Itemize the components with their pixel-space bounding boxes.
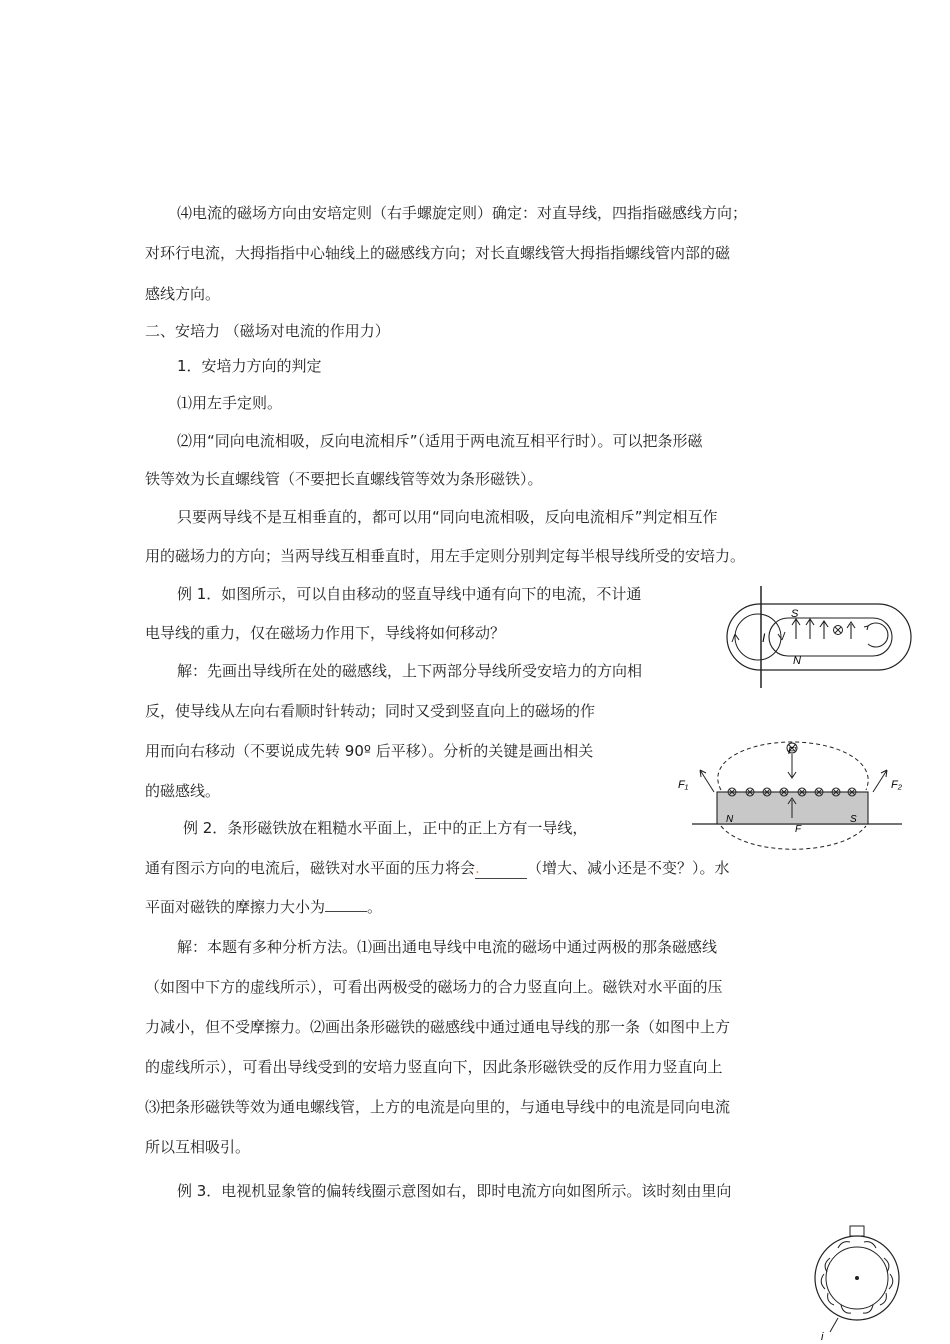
ex2-question-line3	[145, 897, 382, 917]
para4-line2: 对环行电流，大拇指指中心轴线上的磁感线方向；对长直螺线管大拇指指螺线管内部的磁	[145, 244, 731, 262]
label-s: S	[850, 814, 857, 825]
method2-line1: ⑵用“同向电流相吸，反向电流相斥”（适用于两电流互相平行时）。可以把条形磁	[177, 432, 703, 450]
ex2-q3a: 平面对磁铁的摩擦力大小为	[145, 898, 326, 916]
method2-line2: 铁等效为长直螺线管（不要把长直螺线管等效为条形磁铁）。	[145, 470, 543, 488]
ex2-figure	[676, 732, 916, 857]
label-f2: F₂	[891, 779, 902, 791]
ex2-answer-line3: 力减小，但不受摩擦力。⑵画出条形磁铁的磁感线中通过通电导线的那一条（如图中上方	[145, 1018, 731, 1036]
ex1-answer-line1: 解：先画出导线所在处的磁感线，上下两部分导线所受安培力的方向相	[177, 662, 643, 680]
label-i: i	[821, 1331, 824, 1343]
pressure-blank[interactable]	[475, 858, 527, 879]
method1: ⑴用左手定则。	[177, 394, 283, 412]
ex2-answer-line2: （如图中下方的虚线所示），可看出两极受的磁场力的合力竖直向上。磁铁对水平面的压	[145, 978, 723, 996]
label-i: I	[762, 631, 766, 645]
para4-line1: ⑷电流的磁场方向由安培定则（右手螺旋定则）确定：对直导线，四指指磁感线方向；	[177, 204, 748, 222]
ex1-answer-line4: 的磁感线。	[145, 782, 221, 800]
ex2-answer-line5: ⑶把条形磁铁等效为通电螺线管，上方的电流是向里的，与通电导线中的电流是同向电流	[145, 1098, 731, 1116]
label-f: F	[795, 824, 802, 835]
label-fp: F′	[788, 746, 796, 757]
label-n: N	[726, 814, 734, 825]
section2-title: 二、安培力 （磁场对电流的作用力）	[145, 322, 390, 340]
ex1-question-line1: 例 1．如图所示，可以自由移动的竖直导线中通有向下的电流，不计通	[177, 585, 642, 603]
ex1-answer-line3: 用而向右移动（不要说成先转 90º 后平移）。分析的关键是画出相关	[145, 742, 594, 760]
ex1-answer-line2: 反，使导线从左向右看顺时针转动；同时又受到竖直向上的磁场的作	[145, 702, 596, 720]
para4-line3: 感线方向。	[145, 285, 221, 303]
ex2-q3b: 。	[367, 898, 383, 916]
ex1-figure	[718, 582, 918, 692]
ex2-answer-line6: 所以互相吸引。	[145, 1138, 251, 1156]
note-line2: 用的磁场力的方向；当两导线互相垂直时，用左手定则分别判定每半根导线所受的安培力。	[145, 547, 746, 565]
label-f1: F₁	[678, 779, 689, 791]
label-n: N	[793, 655, 801, 667]
ex3-line1: 例 3．电视机显象管的偏转线圈示意图如右，即时电流方向如图所示。该时刻由里向	[177, 1182, 732, 1200]
label-s: S	[791, 608, 799, 620]
ex2-q2a: 通有图示方向的电流后，磁铁对水平面的压力将会	[145, 859, 476, 877]
ex1-question-line2: 电导线的重力，仅在磁场力作用下，导线将如何移动？	[145, 624, 506, 642]
ex2-answer-line4: 的虚线所示），可看出导线受到的安培力竖直向下，因此条形磁铁受的反作用力竖直向上	[145, 1058, 723, 1076]
ex2-question-line1: 例 2．条形磁铁放在粗糙水平面上，正中的正上方有一导线，	[183, 819, 588, 837]
ex2-q2b: （增大、减小还是不变？）。水	[527, 859, 730, 877]
note-line1: 只要两导线不是互相垂直的，都可以用“同向电流相吸，反向电流相斥”判定相互作	[177, 508, 718, 526]
answer-dot: .	[475, 859, 480, 877]
section2-sub1: 1．安培力方向的判定	[177, 357, 322, 375]
ex2-answer-line1: 解：本题有多种分析方法。⑴画出通电导线中电流的磁场中通过两极的那条磁感线	[177, 938, 718, 956]
ex2-question-line2	[145, 858, 730, 879]
ex3-figure	[808, 1222, 918, 1344]
friction-blank[interactable]	[325, 911, 367, 912]
